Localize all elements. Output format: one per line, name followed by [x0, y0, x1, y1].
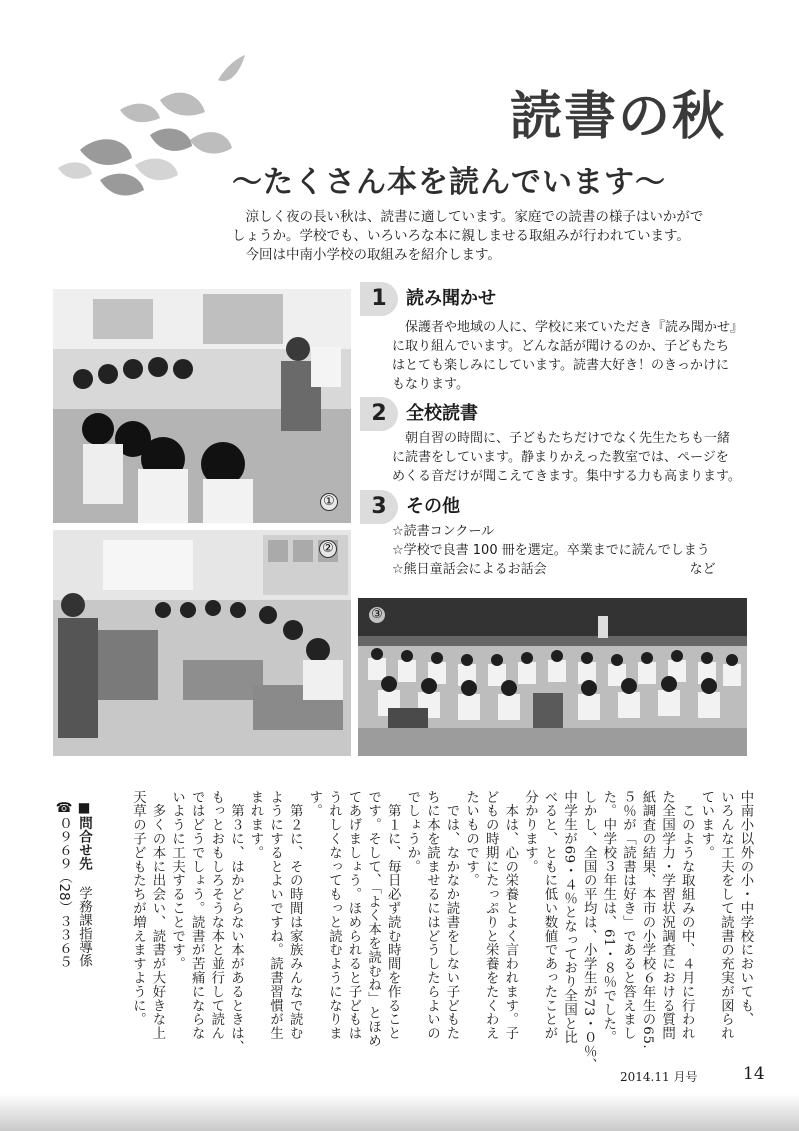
vertical-text-column: てあげましょう。ほめられると子どもは — [345, 790, 361, 1041]
vertical-text-column: ちに本を読ませるにはどうしたらよいの — [424, 790, 440, 1041]
section-2-header — [360, 397, 750, 431]
vertical-text-column: 天草の子どもたちが増えますように。 — [130, 790, 146, 1027]
vertical-text-column: 第２に、その時間は家族みんなで読む — [287, 790, 303, 1041]
section-line: に読書をしています。静まりかえった教室では、ページを — [392, 450, 729, 465]
intro-line: しょうか。学校でも、いろいろな本に親しませる取組みが行われています。 — [232, 228, 690, 244]
footer-bar — [0, 1094, 799, 1131]
intro-text — [232, 208, 757, 265]
section-line: ☆学校で良書 100 冊を選定。卒業までに読んでしまう — [392, 543, 710, 558]
section-title: 読み聞かせ — [406, 288, 496, 309]
photo-classroom-reading — [53, 530, 351, 756]
section-number: 1 — [360, 282, 398, 316]
vertical-text-column: ようにするとよいですね。読書習慣が生 — [267, 790, 283, 1041]
photo-school-assembly — [358, 598, 747, 756]
section-3-header — [360, 490, 750, 524]
section-line: 保護者や地域の人に、学校に来ていただき『読み聞かせ』 — [405, 320, 744, 335]
vertical-text-column: このような取組みの中、４月に行われ — [679, 790, 695, 1041]
section-title: 全校読書 — [406, 403, 478, 424]
vertical-text-column: しかし、全国の平均は、小学生が73・０％、 — [581, 790, 597, 1073]
vertical-text-column: た全国学力・学習状況調査における質問 — [659, 790, 675, 1041]
section-line: 朝自習の時間に、子どもたちだけでなく先生たちも一緒 — [405, 431, 731, 446]
section-2-body — [392, 429, 752, 486]
photo-reading-aloud — [53, 289, 351, 523]
section-1-header — [360, 282, 750, 316]
vertical-text-column: いように工夫することです。 — [169, 790, 185, 971]
vertical-text-column: 紙調査の結果、本市の小学校６年生の65. — [639, 790, 655, 1050]
vertical-text-column: では、なかなか読書をしない子どもた — [443, 790, 459, 1041]
section-line: に取り組んでいます。どんな話が聞けるのか、子どもたち — [392, 339, 729, 354]
section-title: その他 — [406, 496, 460, 517]
section-line: ☆熊日童話会によるお話会 など — [392, 562, 716, 577]
section-line: ☆読書コンクール — [392, 524, 495, 539]
vertical-text-column: うれしくなってもっと読むようになりま — [326, 790, 342, 1041]
vertical-text-column: 中学生が69・４％となっており全国と比 — [561, 790, 577, 1045]
issue-label: 2014.11 月号 — [620, 1070, 698, 1084]
vertical-text-column: 本は、心の栄養とよく言われます。子 — [502, 790, 518, 1041]
section-line: もなります。 — [392, 377, 469, 392]
intro-line: 今回は中南小学校の取組みを紹介します。 — [245, 247, 501, 263]
vertical-text-column: たいものです。 — [463, 790, 479, 888]
section-3-body — [392, 522, 752, 579]
vertical-text-column: た。中学校３年生は、61・８％でした。 — [600, 790, 616, 1045]
vertical-text-column: す。 — [306, 790, 322, 818]
vertical-text-column: まれます。 — [247, 790, 263, 860]
vertical-text-column: いろんな工夫をして読書の充実が図られ — [718, 790, 734, 1041]
page-number: 14 — [743, 1064, 765, 1084]
vertical-text-column: 第１に、毎日必ず読む時間を作ること — [385, 790, 401, 1041]
vertical-article — [105, 790, 755, 1073]
vertical-text-column: ５％が「読書は好き」であると答えまし — [620, 790, 636, 1041]
page-title: 読書の秋 — [510, 87, 727, 147]
contact-phone: ☎０９６９（28）３３６５ — [56, 800, 72, 969]
contact-department: 学務課指導係 — [76, 886, 92, 967]
vertical-text-column: でしょうか。 — [404, 790, 420, 874]
photo-label: ② — [319, 540, 337, 558]
section-line: めくる音だけが聞こえてきます。集中する力も高まります。 — [392, 469, 741, 484]
photo-label: ③ — [368, 606, 386, 624]
vertical-text-column: 中南小以外の小・中学校においても、 — [737, 790, 753, 1027]
intro-line: 涼しく夜の長い秋は、読書に適しています。家庭での読書の様子はいかがで — [245, 209, 704, 225]
page-subtitle: 〜たくさん本を読んでいます〜 — [232, 165, 666, 200]
vertical-text-column: もっとおもしろそうな本と並行して読ん — [208, 790, 224, 1041]
vertical-text-column: どもの時期にたっぷりと栄養をたくわえ — [483, 790, 499, 1041]
vertical-text-column: ています。 — [698, 790, 714, 860]
section-line: はとても楽しみにしています。読書大好き！のきっかけに — [392, 358, 729, 373]
section-number: 3 — [360, 490, 398, 524]
vertical-text-column: です。そして、「よく本を読むね」とほめ — [365, 790, 381, 1048]
vertical-text-column: べると、ともに低い数値であったことが — [541, 790, 557, 1041]
vertical-text-column: 分かります。 — [522, 790, 538, 874]
contact-heading: ■問合せ先 — [76, 800, 92, 870]
vertical-text-column: 第３に、はかどらない本があるときは、 — [228, 790, 244, 1055]
section-1-body — [392, 318, 752, 394]
photo-label: ① — [320, 493, 338, 511]
vertical-text-column: ではどうでしょう。読書が苦痛にならな — [189, 790, 205, 1041]
vertical-text-column: 多くの本に出会い、読書が大好きな上 — [149, 790, 165, 1041]
section-number: 2 — [360, 397, 398, 431]
